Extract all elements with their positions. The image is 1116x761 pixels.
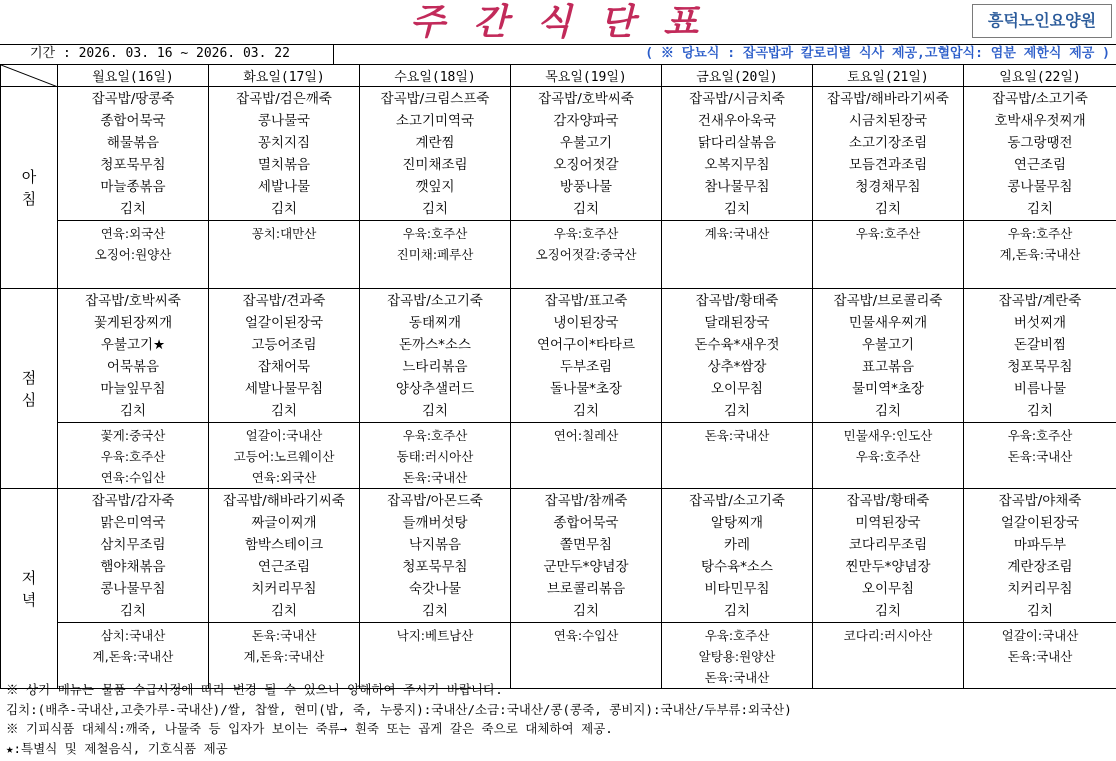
menu-item: 우불고기	[559, 135, 613, 151]
origin-item: 코다리:러시아산	[843, 628, 933, 643]
menu-item: 깻잎지	[415, 179, 455, 195]
menu-item: 김치	[723, 201, 751, 217]
origin-item: 우육:호주산	[704, 628, 770, 643]
menu-item: 김치	[119, 403, 147, 419]
menu-item: 함박스테이크	[244, 537, 324, 553]
menu-item: 계란장조림	[1007, 559, 1073, 575]
menu-cell	[964, 289, 1116, 423]
menu-item: 양상추샐러드	[395, 381, 475, 397]
breakfast-origin-row	[1, 221, 1116, 289]
menu-item: 호박새우젓찌개	[994, 113, 1086, 129]
menu-item: 브로콜리볶음	[546, 581, 626, 597]
meal-label-char: 심	[21, 390, 37, 409]
menu-item: 치커리무침	[251, 581, 317, 597]
origin-cell	[360, 423, 511, 489]
menu-item: 김치	[723, 603, 751, 619]
dinner-origin-row	[1, 623, 1116, 689]
menu-item: 종합어묵국	[100, 113, 166, 129]
menu-item: 김치	[572, 603, 600, 619]
origin-item: 계,돈육:국내산	[92, 649, 174, 664]
diet-notice: ( ※ 당뇨식 : 잡곡밥과 칼로리별 식사 제공,고혈압식: 염분 제한식 제공 )	[645, 46, 1110, 61]
menu-item: 잡곡밥/브로콜리죽	[833, 293, 943, 309]
menu-item: 멸치볶음	[257, 157, 311, 173]
menu-item: 얼갈이된장국	[244, 315, 324, 331]
origin-cell	[58, 623, 209, 689]
origin-cell	[511, 221, 662, 289]
menu-item: 참나물무침	[704, 179, 770, 195]
menu-cell	[662, 489, 813, 623]
menu-item: 오이무침	[710, 381, 764, 397]
menu-item: 돈수육*새우젓	[694, 337, 780, 353]
origin-item: 오징어:원양산	[94, 247, 172, 262]
menu-item: 탕수육*소스	[701, 559, 773, 575]
origin-cell	[360, 623, 511, 689]
menu-cell	[511, 289, 662, 423]
menu-item: 꽁치지짐	[257, 135, 311, 151]
menu-item: 청포묵무침	[100, 157, 166, 173]
origin-item: 돈육:국내산	[704, 670, 770, 685]
menu-cell	[360, 87, 511, 221]
origin-item: 돈육:국내산	[1007, 649, 1073, 664]
day-header-wed: 수요일(18일)	[360, 65, 511, 87]
menu-item: 삼치무조림	[100, 537, 166, 553]
menu-item: 비타민무침	[704, 581, 770, 597]
menu-item: 어묵볶음	[106, 359, 160, 375]
menu-item: 카레	[723, 537, 751, 553]
origin-cell	[511, 623, 662, 689]
origin-item: 알탕용:원양산	[698, 649, 776, 664]
menu-item: 동그랑땡전	[1007, 135, 1073, 151]
day-header-row	[1, 65, 1116, 87]
dinner-menu-row	[1, 489, 1116, 623]
origin-cell	[964, 623, 1116, 689]
origin-cell	[813, 221, 964, 289]
menu-item: 마늘잎무침	[100, 381, 166, 397]
menu-item: 표고볶음	[861, 359, 915, 375]
menu-item: 잡곡밥/견과죽	[242, 293, 326, 309]
menu-item: 잡곡밥/계란죽	[998, 293, 1082, 309]
menu-item: 방풍나물	[559, 179, 613, 195]
lunch-label	[1, 289, 58, 489]
menu-cell	[813, 289, 964, 423]
breakfast-label	[1, 87, 58, 289]
menu-item: 오징어젓갈	[553, 157, 619, 173]
origin-item: 우육:호주산	[100, 449, 166, 464]
menu-item: 김치	[421, 403, 449, 419]
origin-item: 꽃게:중국산	[100, 428, 166, 443]
menu-item: 돈갈비찜	[1013, 337, 1067, 353]
menu-item: 잡곡밥/황태죽	[695, 293, 779, 309]
origin-item: 꽁치:대만산	[251, 226, 317, 241]
menu-cell	[209, 289, 360, 423]
meal-label-char: 저	[21, 568, 37, 587]
info-row	[0, 44, 1116, 64]
menu-cell	[511, 489, 662, 623]
menu-item: 잡곡밥/호박씨죽	[85, 293, 181, 309]
menu-item: 잡곡밥/시금치죽	[689, 91, 785, 107]
menu-item: 잡곡밥/검은깨죽	[236, 91, 332, 107]
lunch-menu-row	[1, 289, 1116, 423]
menu-item: 우불고기★	[100, 337, 166, 353]
origin-item: 우육:호주산	[402, 428, 468, 443]
origin-cell	[662, 423, 813, 489]
origin-cell	[964, 423, 1116, 489]
footer-note: 김치:(배추-국내산,고춧가루-국내산)/쌀, 찹쌀, 현미(밥, 죽, 누룽지):국내산/소금:국내산/콩(콩죽, 콩비지):국내산/두부류:외국산)	[6, 701, 792, 717]
menu-item: 소고기미역국	[395, 113, 475, 129]
origin-item: 연어:칠레산	[553, 428, 619, 443]
day-header-tue: 화요일(17일)	[209, 65, 360, 87]
menu-item: 콩나물국	[257, 113, 311, 129]
menu-item: 연근조림	[1013, 157, 1067, 173]
lunch-origin-row	[1, 423, 1116, 489]
menu-item: 잡곡밥/감자죽	[91, 493, 175, 509]
page-title: 주 간 식 단 표	[409, 1, 706, 43]
menu-item: 잡곡밥/크림스프죽	[380, 91, 490, 107]
menu-item: 마파두부	[1013, 537, 1067, 553]
origin-item: 돈육:국내산	[1007, 449, 1073, 464]
menu-item: 잡곡밥/참깨죽	[544, 493, 628, 509]
origin-item: 돈육:국내산	[402, 470, 468, 485]
menu-item: 냉이된장국	[553, 315, 619, 331]
menu-item: 잡곡밥/야채죽	[998, 493, 1082, 509]
menu-item: 콩나물무침	[1007, 179, 1073, 195]
menu-item: 김치	[572, 403, 600, 419]
meal-label-char: 점	[21, 368, 37, 387]
meal-label-char: 녁	[21, 590, 37, 609]
menu-item: 느타리볶음	[402, 359, 468, 375]
menu-item: 군만두*양념장	[543, 559, 629, 575]
menu-item: 동태찌개	[408, 315, 462, 331]
day-header-sun: 일요일(22일)	[964, 65, 1116, 87]
menu-item: 얼갈이된장국	[1000, 515, 1080, 531]
origin-item: 민물새우:인도산	[843, 428, 933, 443]
menu-item: 세발나물무침	[244, 381, 324, 397]
origin-item: 우육:호주산	[402, 226, 468, 241]
menu-item: 김치	[119, 201, 147, 217]
origin-item: 삼치:국내산	[100, 628, 166, 643]
menu-item: 잡곡밥/표고죽	[544, 293, 628, 309]
menu-item: 김치	[421, 201, 449, 217]
origin-cell	[813, 623, 964, 689]
menu-item: 잡곡밥/소고기죽	[992, 91, 1088, 107]
origin-cell	[209, 423, 360, 489]
menu-item: 잡곡밥/소고기죽	[689, 493, 785, 509]
origin-item: 우육:호주산	[855, 226, 921, 241]
origin-item: 우육:호주산	[855, 449, 921, 464]
origin-item: 계육:국내산	[704, 226, 770, 241]
menu-item: 김치	[270, 201, 298, 217]
footer-note: ★:특별식 및 제철음식, 기호식품 제공	[6, 740, 228, 756]
menu-item: 쫄면무침	[559, 537, 613, 553]
origin-item: 얼갈이:국내산	[1001, 628, 1079, 643]
footer-notes	[0, 680, 1116, 758]
menu-cell	[58, 87, 209, 221]
menu-item: 오이무침	[861, 581, 915, 597]
footer-note: ※ 상기 메뉴는 물품 수급사정에 따라 변경 될 수 있으니 양해하여 주시기 바랍니다.	[6, 682, 503, 697]
menu-item: 시금치된장국	[848, 113, 928, 129]
menu-item: 달래된장국	[704, 315, 770, 331]
menu-cell	[209, 87, 360, 221]
menu-item: 연어구이*타타르	[536, 337, 636, 353]
menu-item: 김치	[723, 403, 751, 419]
menu-item: 김치	[874, 201, 902, 217]
menu-item: 모듬견과조림	[848, 157, 928, 173]
menu-item: 잡곡밥/소고기죽	[387, 293, 483, 309]
menu-item: 감자양파국	[553, 113, 619, 129]
menu-item: 들깨버섯탕	[402, 515, 468, 531]
origin-item: 동태:러시아산	[396, 449, 474, 464]
day-header-sat: 토요일(21일)	[813, 65, 964, 87]
menu-item: 건새우아욱국	[697, 113, 777, 129]
menu-cell	[58, 489, 209, 623]
diagonal-divider-icon	[1, 65, 58, 87]
menu-cell	[662, 87, 813, 221]
menu-item: 우불고기	[861, 337, 915, 353]
menu-item: 연근조림	[257, 559, 311, 575]
origin-item: 연육:외국산	[100, 226, 166, 241]
menu-item: 김치	[270, 403, 298, 419]
menu-item: 김치	[270, 603, 298, 619]
menu-item: 비름나물	[1013, 381, 1067, 397]
menu-item: 청포묵무침	[1007, 359, 1073, 375]
origin-item: 돈육:국내산	[704, 428, 770, 443]
menu-item: 소고기장조림	[848, 135, 928, 151]
menu-item: 돈까스*소스	[399, 337, 471, 353]
menu-cell	[58, 289, 209, 423]
origin-item: 연육:수입산	[100, 470, 166, 485]
menu-item: 김치	[874, 403, 902, 419]
menu-item: 햄야채볶음	[100, 559, 166, 575]
menu-item: 찐만두*양념장	[845, 559, 931, 575]
menu-cell	[360, 489, 511, 623]
menu-item: 코다리무조림	[848, 537, 928, 553]
dinner-label	[1, 489, 58, 689]
organization-name: 흥덕노인요양원	[972, 4, 1112, 38]
origin-item: 오징어젓갈:중국산	[535, 247, 637, 262]
menu-item: 세발나물	[257, 179, 311, 195]
day-header-fri: 금요일(20일)	[662, 65, 813, 87]
menu-cell	[964, 87, 1116, 221]
menu-cell	[662, 289, 813, 423]
origin-cell	[813, 423, 964, 489]
menu-cell	[511, 87, 662, 221]
menu-item: 알탕찌개	[710, 515, 764, 531]
menu-item: 김치	[1026, 603, 1054, 619]
menu-item: 청포묵무침	[402, 559, 468, 575]
menu-cell	[813, 87, 964, 221]
origin-cell	[58, 423, 209, 489]
menu-item: 잡곡밥/해바라기씨죽	[827, 91, 949, 107]
menu-item: 상추*쌈장	[707, 359, 767, 375]
day-header-mon: 월요일(16일)	[58, 65, 209, 87]
menu-item: 맑은미역국	[100, 515, 166, 531]
origin-item: 얼갈이:국내산	[245, 428, 323, 443]
menu-item: 해물볶음	[106, 135, 160, 151]
menu-item: 숙갓나물	[408, 581, 462, 597]
menu-item: 종합어묵국	[553, 515, 619, 531]
breakfast-menu-row	[1, 87, 1116, 221]
origin-item: 연육:외국산	[251, 470, 317, 485]
menu-item: 마늘종볶음	[100, 179, 166, 195]
menu-item: 잡곡밥/땅콩죽	[91, 91, 175, 107]
menu-item: 민물새우찌개	[848, 315, 928, 331]
origin-cell	[209, 623, 360, 689]
origin-item: 우육:호주산	[1007, 428, 1073, 443]
menu-item: 콩나물무침	[100, 581, 166, 597]
menu-item: 김치	[874, 603, 902, 619]
origin-item: 우육:호주산	[553, 226, 619, 241]
origin-cell	[511, 423, 662, 489]
menu-cell	[813, 489, 964, 623]
menu-item: 고등어조림	[251, 337, 317, 353]
menu-item: 김치	[1026, 403, 1054, 419]
origin-cell	[58, 221, 209, 289]
footer-note: ※ 기피식품 대체식:깨죽, 나물죽 등 입자가 보이는 죽류→ 흰죽 또는 곱게 갈은 죽으로 대체하여 제공.	[6, 721, 613, 736]
weekly-menu-table	[0, 64, 1116, 689]
origin-item: 연육:수입산	[553, 628, 619, 643]
menu-item: 청경채무침	[855, 179, 921, 195]
origin-cell	[662, 623, 813, 689]
menu-item: 김치	[1026, 201, 1054, 217]
menu-item: 꽃게된장찌개	[93, 315, 173, 331]
origin-cell	[360, 221, 511, 289]
menu-item: 치커리무침	[1007, 581, 1073, 597]
menu-item: 계란찜	[415, 135, 455, 151]
menu-item: 짜글이찌개	[251, 515, 317, 531]
origin-item: 돈육:국내산	[251, 628, 317, 643]
origin-item: 우육:호주산	[1007, 226, 1073, 241]
menu-item: 잡채어묵	[257, 359, 311, 375]
menu-cell	[209, 489, 360, 623]
origin-item: 낙지:베트남산	[396, 628, 474, 643]
origin-cell	[209, 221, 360, 289]
corner-cell	[1, 65, 58, 87]
menu-item: 잡곡밥/황태죽	[846, 493, 930, 509]
menu-item: 김치	[572, 201, 600, 217]
meal-label-char: 침	[21, 189, 37, 208]
day-header-thu: 목요일(19일)	[511, 65, 662, 87]
menu-item: 낙지볶음	[408, 537, 462, 553]
menu-item: 닭다리살볶음	[697, 135, 777, 151]
menu-cell	[360, 289, 511, 423]
meal-label-char: 아	[21, 167, 37, 186]
origin-item: 계,돈육:국내산	[999, 247, 1081, 262]
origin-cell	[662, 221, 813, 289]
menu-item: 김치	[421, 603, 449, 619]
period-text: 기간 : 2026. 03. 16 ~ 2026. 03. 22	[0, 45, 334, 65]
menu-item: 잡곡밥/해바라기씨죽	[223, 493, 345, 509]
title-bar	[0, 0, 1116, 44]
menu-cell	[964, 489, 1116, 623]
menu-item: 오복지무침	[704, 157, 770, 173]
menu-item: 잡곡밥/호박씨죽	[538, 91, 634, 107]
menu-item: 잡곡밥/아몬드죽	[387, 493, 483, 509]
origin-item: 진미채:페루산	[396, 247, 474, 262]
menu-item: 김치	[119, 603, 147, 619]
menu-item: 돌나물*초장	[550, 381, 622, 397]
menu-item: 두부조림	[559, 359, 613, 375]
menu-item: 버섯찌개	[1013, 315, 1067, 331]
menu-item: 미역된장국	[855, 515, 921, 531]
origin-item: 계,돈육:국내산	[243, 649, 325, 664]
menu-item: 물미역*초장	[852, 381, 924, 397]
origin-cell	[964, 221, 1116, 289]
origin-item: 고등어:노르웨이산	[233, 449, 335, 464]
menu-item: 진미채조림	[402, 157, 468, 173]
